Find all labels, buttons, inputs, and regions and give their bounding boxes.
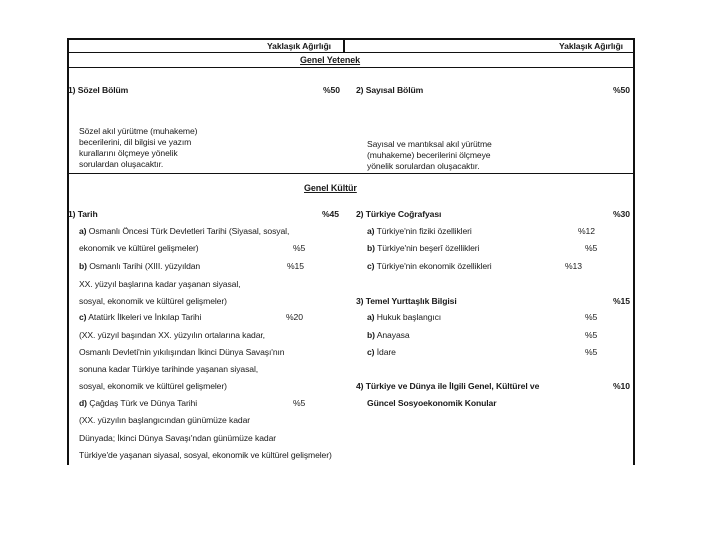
yurttaslik-item-a xyxy=(367,312,441,323)
item-marker: b) xyxy=(367,330,375,340)
item-text: Türkiye'nin fiziki özellikleri xyxy=(376,226,472,236)
cografya-percent: %30 xyxy=(613,209,630,219)
sozel-title: 1) Sözel Bölüm xyxy=(68,85,129,95)
tarih-item-b-percent: %15 xyxy=(287,261,304,271)
item-marker: a) xyxy=(367,226,375,236)
tarih-item-c-cont: Osmanlı Devleti'nin yıkılışından İkinci Dünya Savaşı'nın xyxy=(79,347,285,357)
item-text: Türkiye'nin ekonomik özellikleri xyxy=(376,261,492,271)
tarih-item-d-cont: Türkiye'de yaşanan siyasal, sosyal, ekonomik ve kültürel gelişmeler) xyxy=(79,450,332,460)
sayisal-desc-line: Sayısal ve mantıksal akıl yürütme xyxy=(367,139,492,149)
sayisal-percent: %50 xyxy=(613,85,630,95)
tarih-percent: %45 xyxy=(322,209,339,219)
tarih-item-b-cont: sosyal, ekonomik ve kültürel gelişmeler) xyxy=(79,296,227,306)
table-right-border xyxy=(633,38,635,465)
item-marker: c) xyxy=(367,261,375,271)
sozel-desc-line: Sözel akıl yürütme (muhakeme) xyxy=(79,126,198,136)
item-marker: a) xyxy=(79,226,87,236)
yurttaslik-item-b xyxy=(367,330,410,341)
sayisal-desc-line: (muhakeme) becerilerini ölçmeye xyxy=(367,150,491,160)
dunya-title-line2: Güncel Sosyoekonomik Konular xyxy=(367,398,497,408)
cografya-item-c-percent: %13 xyxy=(565,261,582,271)
tarih-item-b-cont: XX. yüzyıl başlarına kadar yaşanan siyasal, xyxy=(79,279,241,289)
tarih-item-b xyxy=(79,261,200,272)
header-divider xyxy=(67,52,635,53)
item-marker: c) xyxy=(367,347,375,357)
yurttaslik-percent: %15 xyxy=(613,296,630,306)
item-text: Türkiye'nin beşerî özellikleri xyxy=(377,243,480,253)
genel-kultur-title: Genel Kültür xyxy=(304,183,357,193)
right-weight-header: Yaklaşık Ağırlığı xyxy=(559,41,623,51)
yurttaslik-item-c-percent: %5 xyxy=(585,347,598,357)
tarih-item-a xyxy=(79,226,289,237)
tarih-item-d-cont: (XX. yüzyılın başlangıcından günümüze kadar xyxy=(79,415,251,425)
item-marker: b) xyxy=(79,261,87,271)
yurttaslik-title: 3) Temel Yurttaşlık Bilgisi xyxy=(356,296,457,306)
dunya-percent: %10 xyxy=(613,381,630,391)
header-column-divider xyxy=(343,38,345,52)
cografya-title: 2) Türkiye Coğrafyası xyxy=(356,209,442,219)
tarih-item-d-cont: Dünyada; İkinci Dünya Savaşı'ndan günümüze kadar xyxy=(79,433,277,443)
yurttaslik-item-b-percent: %5 xyxy=(585,330,598,340)
item-marker: a) xyxy=(367,312,375,322)
section-divider xyxy=(67,173,635,174)
tarih-item-d-percent: %5 xyxy=(293,398,306,408)
sozel-desc-line: sorulardan oluşacaktır. xyxy=(79,159,164,169)
item-text: Çağdaş Türk ve Dünya Tarihi xyxy=(89,398,198,408)
item-text: Atatürk İlkeleri ve İnkılap Tarihi xyxy=(88,312,202,322)
left-weight-header: Yaklaşık Ağırlığı xyxy=(267,41,331,51)
item-marker: d) xyxy=(79,398,87,408)
item-text: İdare xyxy=(376,347,396,357)
item-marker: b) xyxy=(367,243,375,253)
section-divider xyxy=(67,67,635,68)
sayisal-desc-line: yönelik sorulardan oluşacaktır. xyxy=(367,161,480,171)
item-text: Osmanlı Tarihi (XIII. yüzyıldan xyxy=(89,261,201,271)
table-top-border xyxy=(67,38,635,40)
table-left-border xyxy=(67,38,69,465)
tarih-item-c-percent: %20 xyxy=(286,312,303,322)
cografya-item-a-percent: %12 xyxy=(578,226,595,236)
genel-yetenek-title: Genel Yetenek xyxy=(300,55,361,65)
tarih-item-c xyxy=(79,312,201,323)
tarih-item-a-percent: %5 xyxy=(293,243,306,253)
sozel-desc-line: kurallarını ölçmeye yönelik xyxy=(79,148,178,158)
cografya-item-a xyxy=(367,226,472,237)
cografya-item-b-percent: %5 xyxy=(585,243,598,253)
yurttaslik-item-a-percent: %5 xyxy=(585,312,598,322)
tarih-item-a-cont: ekonomik ve kültürel gelişmeler) xyxy=(79,243,199,253)
yurttaslik-item-c xyxy=(367,347,396,358)
item-marker: c) xyxy=(79,312,87,322)
tarih-title: 1) Tarih xyxy=(68,209,98,219)
tarih-item-d xyxy=(79,398,197,409)
exam-topics-table xyxy=(67,38,636,466)
sozel-desc-line: becerilerini, dil bilgisi ve yazım xyxy=(79,137,192,147)
item-text: Osmanlı Öncesi Türk Devletleri Tarihi (Siyasal, sosyal, xyxy=(88,226,290,236)
tarih-item-c-cont: sonuna kadar Türkiye tarihinde yaşanan siyasal, xyxy=(79,364,259,374)
item-text: Anayasa xyxy=(376,330,410,340)
cografya-item-b xyxy=(367,243,479,254)
sozel-percent: %50 xyxy=(323,85,340,95)
sayisal-title: 2) Sayısal Bölüm xyxy=(356,85,424,95)
item-text: Hukuk başlangıcı xyxy=(376,312,442,322)
dunya-title-line1: 4) Türkiye ve Dünya ile İlgili Genel, Kültürel ve xyxy=(356,381,540,391)
cografya-item-c xyxy=(367,261,492,272)
tarih-item-c-cont: sosyal, ekonomik ve kültürel gelişmeler) xyxy=(79,381,227,391)
tarih-item-c-cont: (XX. yüzyıl başından XX. yüzyılın ortalarına kadar, xyxy=(79,330,265,340)
